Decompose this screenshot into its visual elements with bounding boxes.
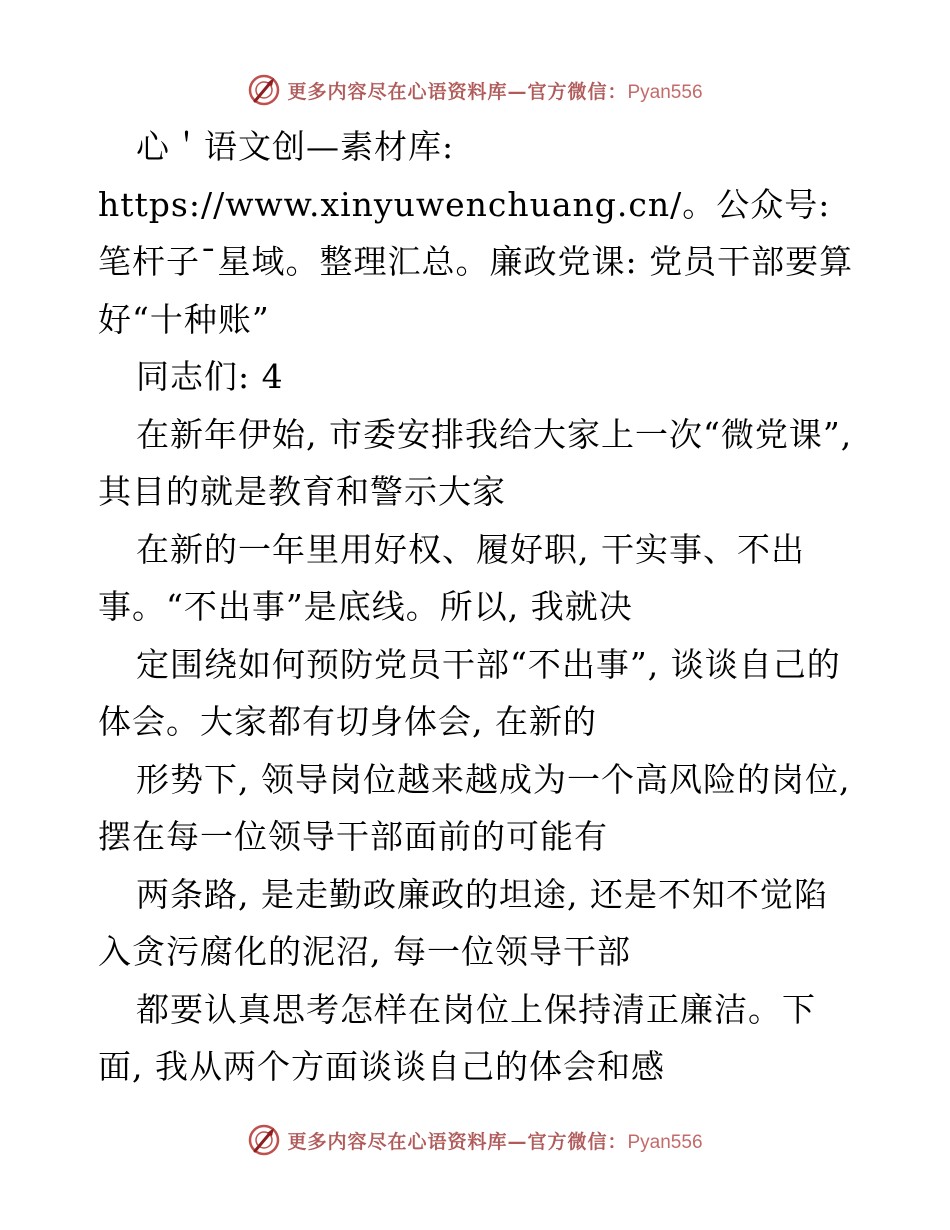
feather-logo-icon xyxy=(247,1123,281,1157)
header-watermark xyxy=(0,70,950,110)
watermark-text: 更多内容尽在心语资料库—官方微信：Pyan556 xyxy=(287,1130,703,1153)
paragraph-greeting: 同志们: 4 xyxy=(136,357,284,396)
paragraph-source-title: 心＇语文创—素材库: https://www.xinyuwenchuang.cn/。公众号: 笔杆子¯星域。整理汇总。廉政党课: 党员干部要算好“十种账” xyxy=(98,127,854,339)
footer-watermark xyxy=(0,1120,950,1160)
paragraph: 在新年伊始, 市委安排我给大家上一次“微党课”, 其目的就是教育和警示大家 xyxy=(98,414,853,511)
paragraph: 都要认真思考怎样在岗位上保持清正廉洁。下面, 我从两个方面谈谈自己的体会和感 xyxy=(98,989,816,1086)
paragraph: 两条路, 是走勤政廉政的坦途, 还是不知不觉陷入贪污腐化的泥沼, 每一位领导干部 xyxy=(98,874,828,971)
paragraph: 在新的一年里用好权、履好职, 干实事、不出事。“不出事”是底线。所以, 我就决 xyxy=(98,529,805,626)
watermark-text: 更多内容尽在心语资料库—官方微信：Pyan556 xyxy=(287,80,703,103)
paragraph: 定围绕如何预防党员干部“不出事”, 谈谈自己的体会。大家都有切身体会, 在新的 xyxy=(98,644,841,741)
document-body xyxy=(98,118,858,1096)
feather-logo-icon xyxy=(247,73,281,107)
paragraph: 形势下, 领导岗位越来越成为一个高风险的岗位, 摆在每一位领导干部面前的可能有 xyxy=(98,759,851,856)
